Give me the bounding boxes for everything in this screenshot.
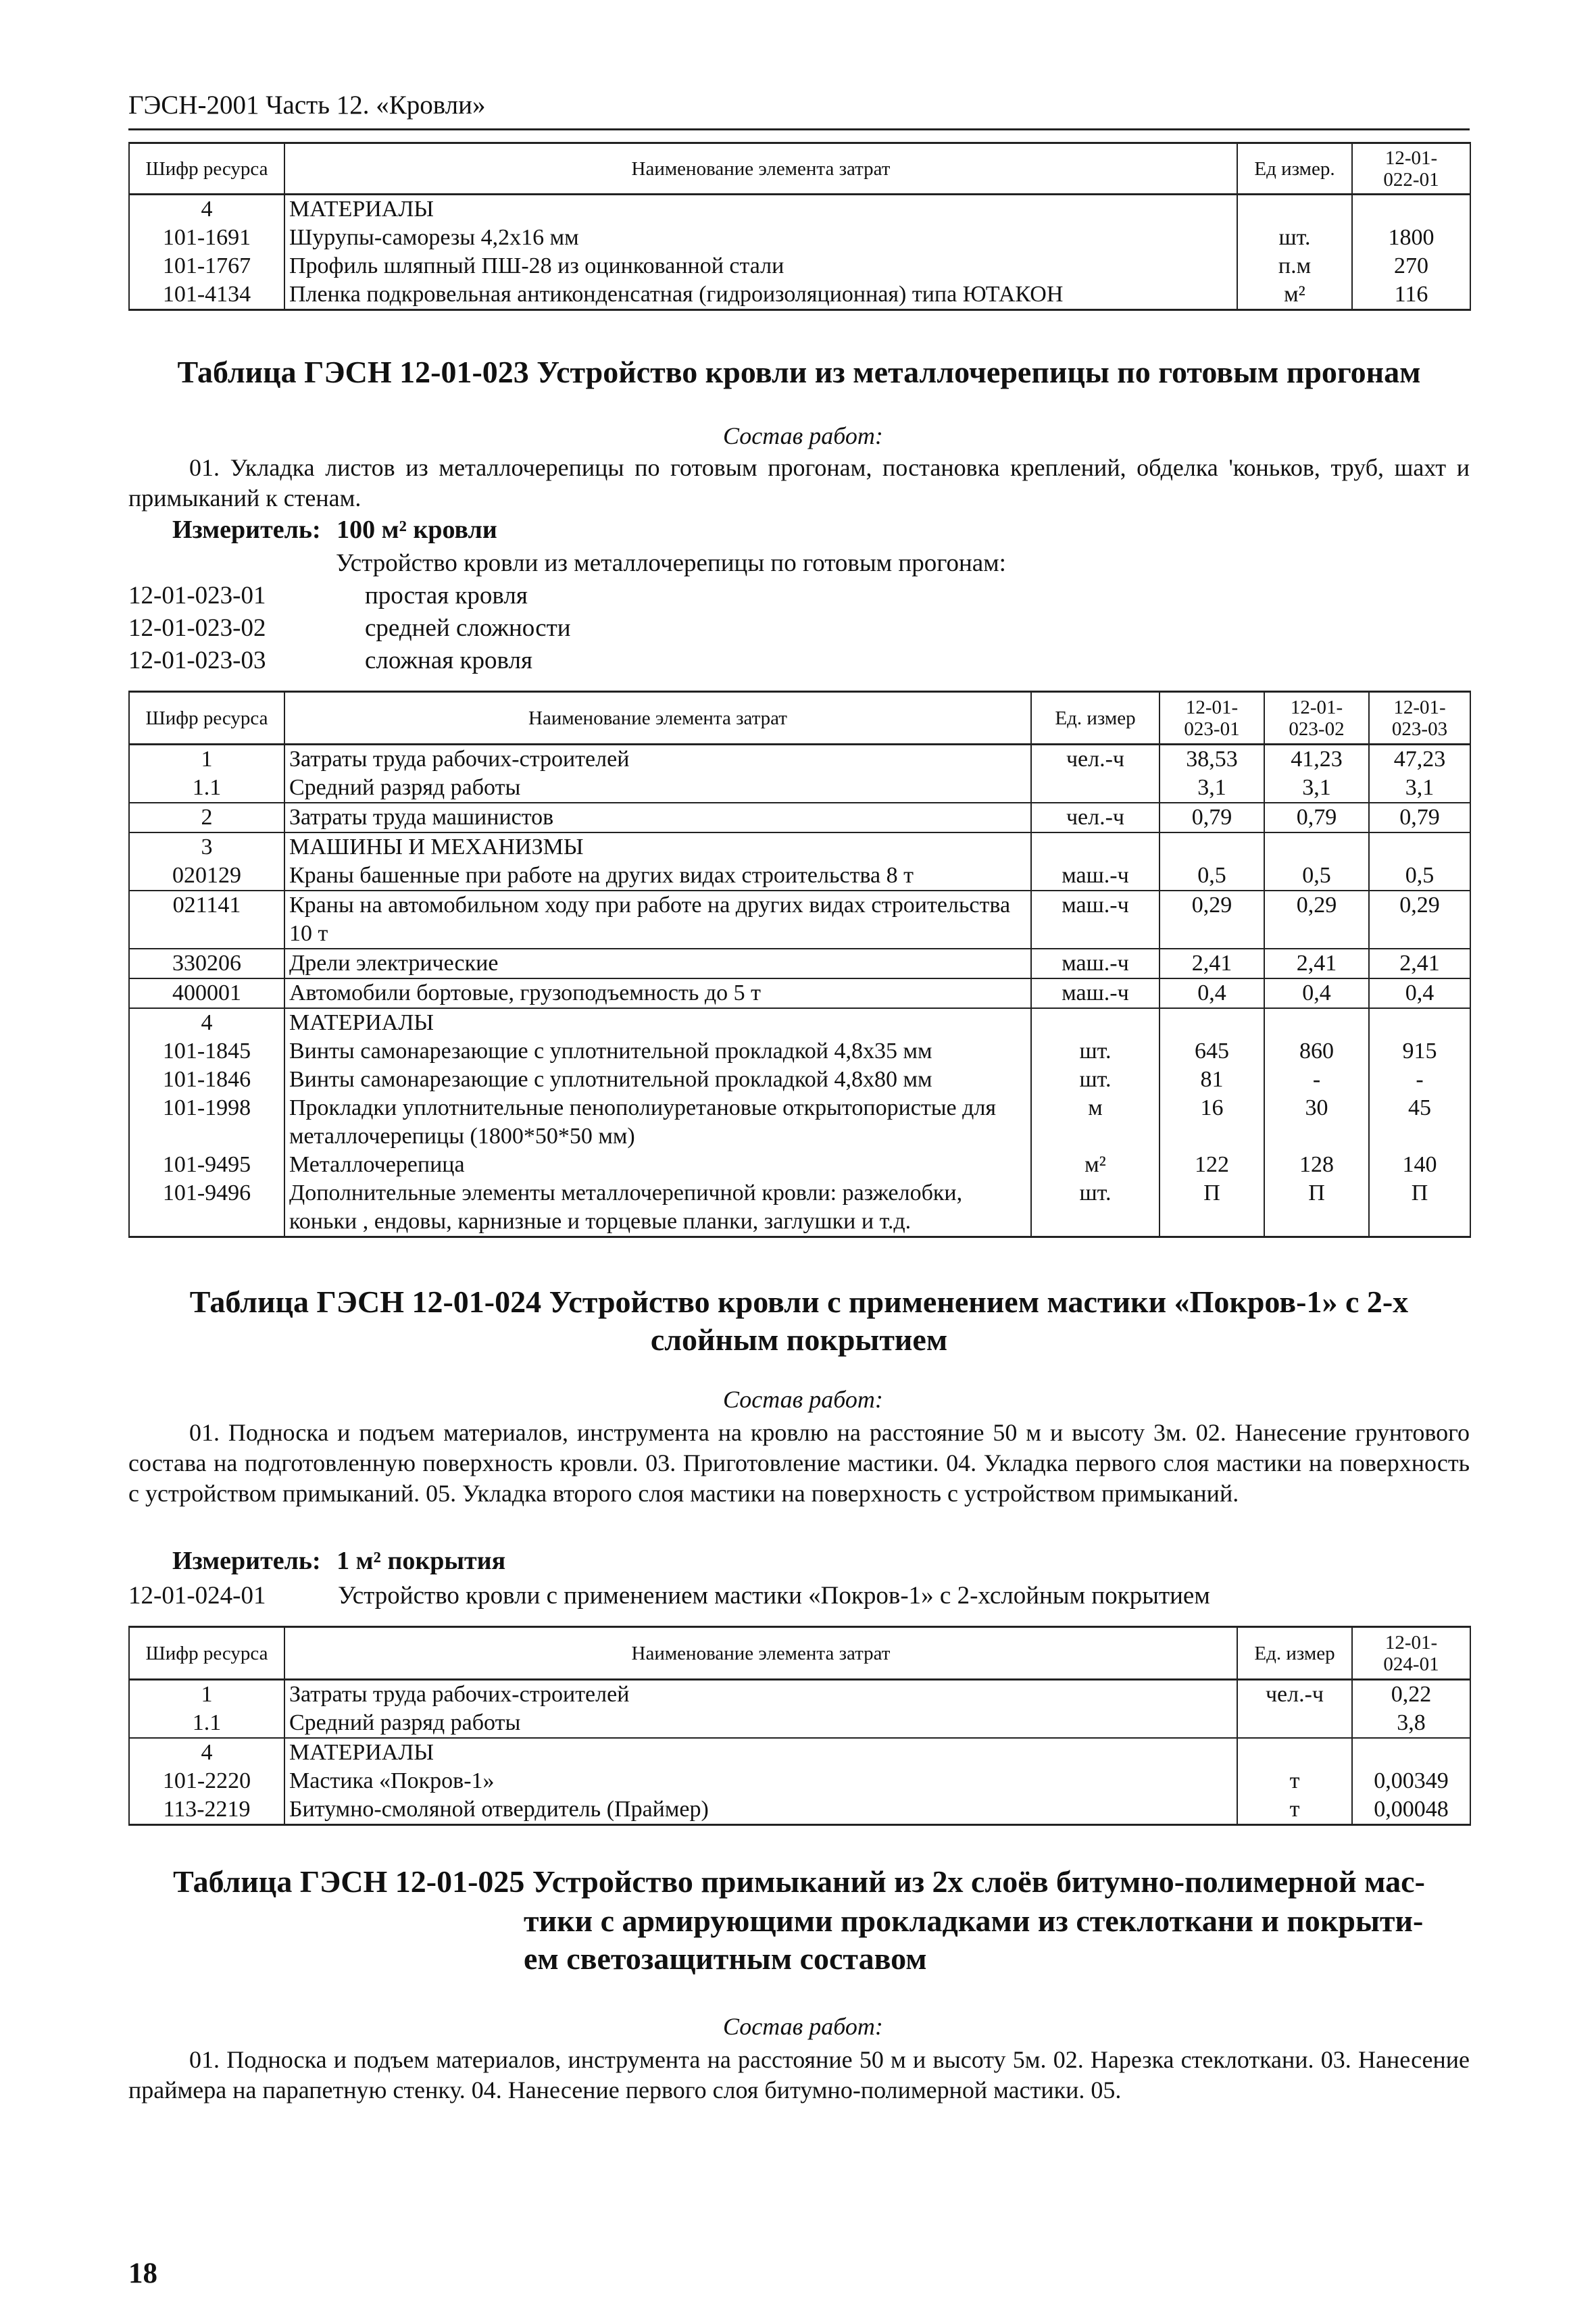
- cell-value: 81: [1159, 1066, 1264, 1094]
- measure-label: Измеритель:: [172, 516, 321, 544]
- table-row: [129, 1094, 1470, 1151]
- col-header-value: 12-01- 023-02: [1264, 692, 1369, 745]
- page-number: 18: [128, 2258, 157, 2289]
- col-header-code: Шифр ресурса: [129, 1627, 284, 1680]
- cell-value: -: [1369, 1066, 1470, 1094]
- table-025-title-line2: тики с армирующими прокладками из стеклоткани и покрыти-: [524, 1903, 1424, 1938]
- table-row: [129, 862, 1470, 891]
- cell-unit: шт.: [1237, 224, 1352, 252]
- cell-value: 3,1: [1264, 774, 1369, 803]
- cell-name: Краны на автомобильном ходу при работе на других видах строительства 10 т: [284, 891, 1031, 949]
- cell-unit: т: [1237, 1767, 1352, 1795]
- table-row: [129, 224, 1470, 252]
- table-row: [129, 1680, 1470, 1710]
- cell-code: 101-1998: [129, 1094, 284, 1151]
- running-header: ГЭСН-2001 Часть 12. «Кровли»: [128, 91, 486, 120]
- cell-value: 0,22: [1352, 1680, 1470, 1710]
- cell-unit: маш.-ч: [1031, 978, 1159, 1008]
- cell-value: 47,23: [1369, 745, 1470, 774]
- cell-value: П: [1264, 1179, 1369, 1237]
- cell-value: 116: [1352, 280, 1470, 310]
- cell-code: 2: [129, 803, 284, 832]
- col-header-name: Наименование элемента затрат: [284, 1627, 1237, 1680]
- cell-name: Средний разряд работы: [284, 1709, 1237, 1738]
- cell-unit: [1031, 832, 1159, 862]
- cell-code: 101-1691: [129, 224, 284, 252]
- cell-unit: шт.: [1031, 1037, 1159, 1066]
- cell-unit: шт.: [1031, 1179, 1159, 1237]
- cell-unit: [1237, 1738, 1352, 1767]
- col-header-code: Шифр ресурса: [129, 143, 284, 195]
- table-022-body: [129, 195, 1470, 310]
- col-header-name: Наименование элемента затрат: [284, 143, 1237, 195]
- cell-value: 0,4: [1159, 978, 1264, 1008]
- table-row: [129, 1179, 1470, 1237]
- cell-code: 330206: [129, 949, 284, 978]
- section-row: [129, 1738, 1470, 1767]
- cell-value: 3,1: [1159, 774, 1264, 803]
- code-line: [128, 646, 532, 675]
- code-line: [128, 581, 528, 610]
- cell-name: Винты самонарезающие с уплотнительной прокладкой 4,8x80 мм: [284, 1066, 1031, 1094]
- table-row: [129, 978, 1470, 1008]
- cell-value: [1352, 1738, 1470, 1767]
- table-023-title: Таблица ГЭСН 12-01-023 Устройство кровли из металлочерепицы по готовым прогонам: [177, 355, 1421, 389]
- code: 12-01-023-03: [128, 647, 266, 674]
- cell-name: МАТЕРИАЛЫ: [284, 195, 1237, 224]
- code-line: [128, 614, 571, 643]
- cell-value: -: [1264, 1066, 1369, 1094]
- cell-unit: т: [1237, 1795, 1352, 1825]
- cell-value: 0,29: [1264, 891, 1369, 949]
- table-022: [128, 142, 1471, 311]
- table-row: [129, 1066, 1470, 1094]
- cell-unit: м: [1031, 1094, 1159, 1151]
- cell-code: 3: [129, 832, 284, 862]
- cell-code: 101-9496: [129, 1179, 284, 1237]
- cell-unit: чел.-ч: [1031, 803, 1159, 832]
- cell-value: 0,4: [1264, 978, 1369, 1008]
- code: 12-01-023-02: [128, 614, 266, 642]
- cell-unit: чел.-ч: [1237, 1680, 1352, 1710]
- cell-code: 101-1845: [129, 1037, 284, 1066]
- cell-value: [1369, 832, 1470, 862]
- cell-name: МАТЕРИАЛЫ: [284, 1738, 1237, 1767]
- cell-value: 0,79: [1369, 803, 1470, 832]
- table-024-measure: [172, 1546, 505, 1576]
- measure-label: Измеритель:: [172, 1547, 321, 1575]
- table-row: [129, 1795, 1470, 1825]
- cell-value: 0,00349: [1352, 1767, 1470, 1795]
- cell-value: 45: [1369, 1094, 1470, 1151]
- code-desc: сложная кровля: [365, 647, 532, 674]
- cell-code: 101-9495: [129, 1151, 284, 1179]
- cell-code: 4: [129, 195, 284, 224]
- cell-code: 400001: [129, 978, 284, 1008]
- cell-unit: маш.-ч: [1031, 949, 1159, 978]
- col-header-unit: Ед. измер: [1237, 1627, 1352, 1680]
- code-desc: средней сложности: [365, 614, 571, 642]
- cell-value: 3,8: [1352, 1709, 1470, 1738]
- table-025-sostav-text: 01. Подноска и подъем материалов, инструмента на расстояние 50 м и высоту 5м. 02. Нарезка стеклоткани. 03. Нанесение праймера на парапетную стенку. 04. Нанесение первого слоя битумно-полимерной мастики. 05.: [128, 2046, 1470, 2104]
- table-row: [129, 1709, 1470, 1738]
- cell-value: 140: [1369, 1151, 1470, 1179]
- col-header-code: Шифр ресурса: [129, 692, 284, 745]
- table-023-body: [129, 745, 1470, 1237]
- cell-unit: шт.: [1031, 1066, 1159, 1094]
- col-header-value: 12-01- 023-03: [1369, 692, 1470, 745]
- col-header-name: Наименование элемента затрат: [284, 692, 1031, 745]
- cell-value: 645: [1159, 1037, 1264, 1066]
- cell-value: П: [1159, 1179, 1264, 1237]
- cell-code: 101-1846: [129, 1066, 284, 1094]
- table-024-title-line1: Таблица ГЭСН 12-01-024 Устройство кровли с применением мастики «Покров-1» с 2-х: [189, 1285, 1409, 1319]
- cell-name: Шурупы-саморезы 4,2x16 мм: [284, 224, 1237, 252]
- cell-value: [1159, 832, 1264, 862]
- cell-code: 101-1767: [129, 252, 284, 280]
- cell-value: 0,5: [1159, 862, 1264, 891]
- cell-value: [1264, 1008, 1369, 1037]
- table-row: [129, 252, 1470, 280]
- table-023-sostav-label: Состав работ:: [723, 422, 883, 449]
- table-023-intro: Устройство кровли из металлочерепицы по готовым прогонам:: [336, 549, 1006, 577]
- table-row: [129, 774, 1470, 803]
- code: 12-01-023-01: [128, 582, 266, 609]
- table-row: [129, 891, 1470, 949]
- cell-name: Краны башенные при работе на других видах строительства 8 т: [284, 862, 1031, 891]
- col-header-unit: Ед. измер: [1031, 692, 1159, 745]
- table-row: [129, 1037, 1470, 1066]
- cell-value: 915: [1369, 1037, 1470, 1066]
- cell-code: 020129: [129, 862, 284, 891]
- cell-value: 30: [1264, 1094, 1369, 1151]
- col-header-unit: Ед измер.: [1237, 143, 1352, 195]
- cell-unit: м²: [1031, 1151, 1159, 1179]
- col-header-value: 12-01- 022-01: [1352, 143, 1470, 195]
- cell-value: [1264, 832, 1369, 862]
- cell-name: Профиль шляпный ПШ-28 из оцинкованной стали: [284, 252, 1237, 280]
- cell-name: Затраты труда рабочих-строителей: [284, 745, 1031, 774]
- cell-name: Средний разряд работы: [284, 774, 1031, 803]
- measure-value: 100 м² кровли: [336, 516, 497, 544]
- cell-value: 2,41: [1159, 949, 1264, 978]
- cell-value: [1369, 1008, 1470, 1037]
- col-header-value: 12-01- 024-01: [1352, 1627, 1470, 1680]
- cell-code: 101-4134: [129, 280, 284, 310]
- cell-unit: маш.-ч: [1031, 862, 1159, 891]
- cell-value: 122: [1159, 1151, 1264, 1179]
- cell-unit: п.м: [1237, 252, 1352, 280]
- cell-code: 4: [129, 1738, 284, 1767]
- table-024-sostav-text: 01. Подноска и подъем материалов, инструмента на кровлю на расстояние 50 м и высоту 3м. 02. Нанесение грунтового состава на подготовленную поверхность кровли. 03. Приготовление мастики. 04. Укладка первого слоя мастики на поверхность с устройством примыканий. 05. Укладка второго слоя мастики на поверхность с устройством примыканий.: [128, 1419, 1470, 1507]
- cell-name: Битумно-смоляной отвердитель (Праймер): [284, 1795, 1237, 1825]
- table-025-title-line1: Таблица ГЭСН 12-01-025 Устройство примыканий из 2х слоёв битумно-полимерной мас-: [173, 1864, 1425, 1899]
- cell-code: 1: [129, 745, 284, 774]
- cell-code: 021141: [129, 891, 284, 949]
- cell-name: Затраты труда рабочих-строителей: [284, 1680, 1237, 1710]
- cell-value: 128: [1264, 1151, 1369, 1179]
- cell-unit: [1031, 1008, 1159, 1037]
- table-025-sostav-label: Состав работ:: [723, 2013, 883, 2040]
- cell-value: 0,79: [1264, 803, 1369, 832]
- cell-unit: [1031, 774, 1159, 803]
- cell-value: 270: [1352, 252, 1470, 280]
- cell-value: 860: [1264, 1037, 1369, 1066]
- table-023-sostav-text: 01. Укладка листов из металлочерепицы по готовым прогонам, постановка креплений, обделка 'коньков, труб, шахт и примыканий к стенам.: [128, 454, 1470, 512]
- cell-name: МАТЕРИАЛЫ: [284, 1008, 1031, 1037]
- cell-value: 0,79: [1159, 803, 1264, 832]
- cell-name: Дополнительные элементы металлочерепичной кровли: разжелобки, коньки , ендовы, карнизные и торцевые планки, заглушки и т.д.: [284, 1179, 1031, 1237]
- cell-value: 38,53: [1159, 745, 1264, 774]
- section-row: [129, 195, 1470, 224]
- cell-value: 2,41: [1264, 949, 1369, 978]
- section-row: [129, 1008, 1470, 1037]
- cell-unit: [1237, 195, 1352, 224]
- cell-unit: м²: [1237, 280, 1352, 310]
- cell-code: 101-2220: [129, 1767, 284, 1795]
- table-row: [129, 745, 1470, 774]
- cell-code: 1: [129, 1680, 284, 1710]
- cell-value: 0,5: [1369, 862, 1470, 891]
- cell-name: Дрели электрические: [284, 949, 1031, 978]
- cell-value: [1159, 1008, 1264, 1037]
- cell-value: 16: [1159, 1094, 1264, 1151]
- table-024-body: [129, 1680, 1470, 1825]
- cell-value: П: [1369, 1179, 1470, 1237]
- table-row: [129, 1151, 1470, 1179]
- table-024-title-line2: слойным покрытием: [650, 1322, 948, 1357]
- cell-name: Винты самонарезающие с уплотнительной прокладкой 4,8x35 мм: [284, 1037, 1031, 1066]
- cell-name: МАШИНЫ И МЕХАНИЗМЫ: [284, 832, 1031, 862]
- measure-value: 1 м² покрытия: [336, 1547, 506, 1575]
- table-row: [129, 803, 1470, 832]
- cell-name: Затраты труда машинистов: [284, 803, 1031, 832]
- cell-value: 0,29: [1159, 891, 1264, 949]
- cell-unit: чел.-ч: [1031, 745, 1159, 774]
- cell-code: 4: [129, 1008, 284, 1037]
- cell-name: Прокладки уплотнительные пенополиуретановые открытопористые для металлочерепицы (1800*50*50 мм): [284, 1094, 1031, 1151]
- cell-code: 113-2219: [129, 1795, 284, 1825]
- cell-name: Автомобили бортовые, грузоподъемность до 5 т: [284, 978, 1031, 1008]
- cell-value: 0,4: [1369, 978, 1470, 1008]
- header-rule: [128, 128, 1470, 130]
- table-025-title-line3: ем светозащитным составом: [524, 1941, 927, 1976]
- section-row: [129, 832, 1470, 862]
- table-row: [129, 949, 1470, 978]
- cell-unit: маш.-ч: [1031, 891, 1159, 949]
- col-header-value: 12-01- 023-01: [1159, 692, 1264, 745]
- table-024-sostav-label: Состав работ:: [723, 1386, 883, 1413]
- cell-value: 41,23: [1264, 745, 1369, 774]
- cell-unit: [1237, 1709, 1352, 1738]
- table-row: [129, 1767, 1470, 1795]
- table-024: [128, 1626, 1471, 1826]
- code-desc: Устройство кровли с применением мастики «Покров-1» с 2-хслойным покрытием: [338, 1582, 1210, 1610]
- table-row: [129, 280, 1470, 310]
- cell-value: 2,41: [1369, 949, 1470, 978]
- cell-name: Пленка подкровельная антиконденсатная (гидроизоляционная) типа ЮТАКОН: [284, 280, 1237, 310]
- cell-value: 0,00048: [1352, 1795, 1470, 1825]
- cell-value: 1800: [1352, 224, 1470, 252]
- cell-value: [1352, 195, 1470, 224]
- cell-value: 3,1: [1369, 774, 1470, 803]
- code-desc: простая кровля: [365, 582, 528, 609]
- code-line: [128, 1581, 1210, 1610]
- cell-name: Металлочерепица: [284, 1151, 1031, 1179]
- cell-value: 0,29: [1369, 891, 1470, 949]
- code: 12-01-024-01: [128, 1582, 266, 1610]
- table-023-measure: [172, 515, 497, 545]
- cell-name: Мастика «Покров-1»: [284, 1767, 1237, 1795]
- table-023: [128, 691, 1471, 1238]
- cell-value: 0,5: [1264, 862, 1369, 891]
- cell-code: 1.1: [129, 774, 284, 803]
- cell-code: 1.1: [129, 1709, 284, 1738]
